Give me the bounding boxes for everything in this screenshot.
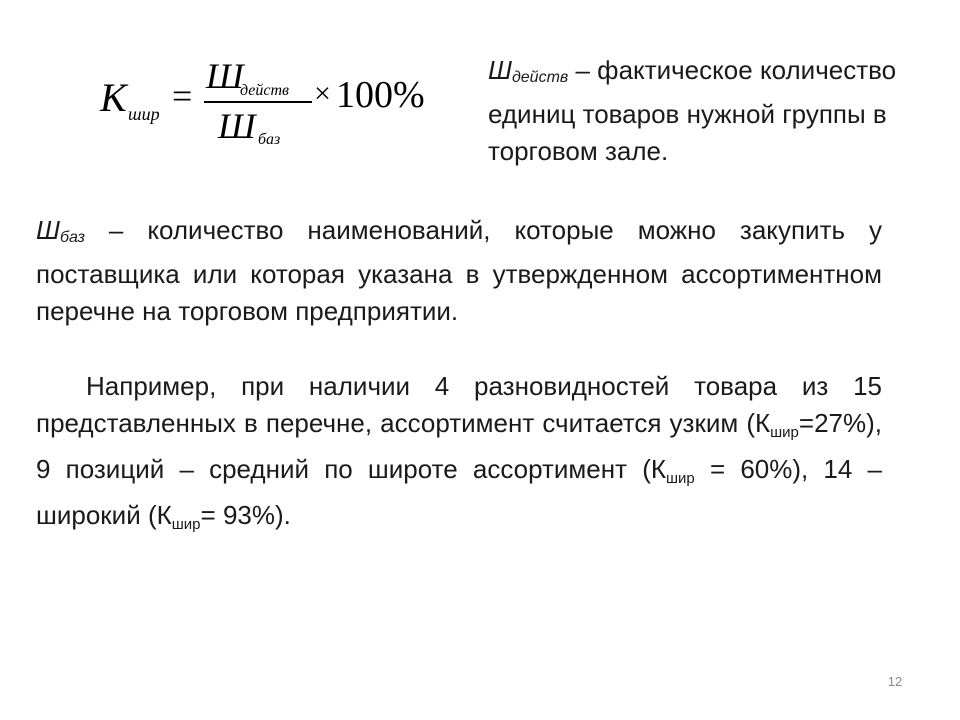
definition-symbol-subscript: баз: [59, 229, 85, 246]
formula-denominator: Ш: [218, 106, 256, 146]
width-coefficient-formula: [100, 58, 430, 158]
example-text-2: =27%), 9 позиций – средний по широте ассортимент (К: [36, 408, 882, 484]
definition-text: – количество наименований, которые можно закупить у поставщика или которая указана в утвержденном ассортиментном перечне на торговом предприятии.: [36, 215, 882, 326]
definition-symbol: Ш: [488, 55, 512, 85]
fraction-bar: [204, 101, 312, 103]
formula-numerator-subscript: действ: [240, 82, 289, 99]
page-number: 12: [887, 674, 903, 689]
formula-times: ×: [314, 77, 331, 110]
example-text-4: = 93%).: [200, 500, 291, 530]
example-subscript-3: шир: [171, 516, 201, 533]
example-text-3: = 60%), 14 – широкий (К: [36, 454, 882, 530]
formula-lhs-subscript: шир: [128, 104, 160, 124]
example-text-1: Например, при наличии 4 разновидностей товара из 15 представленных в перечне, ассортимент считается узким (К: [36, 371, 882, 438]
definition-actual-count: [488, 52, 908, 170]
formula-percent: 100%: [336, 74, 425, 116]
example-subscript-2: шир: [666, 470, 695, 487]
definition-base-count: [36, 212, 882, 330]
formula-numerator: Ш: [206, 56, 244, 96]
formula-lhs: К: [100, 75, 127, 120]
definition-text: – фактическое количество единиц товаров нужной группы в торговом зале.: [488, 55, 897, 166]
definition-symbol-subscript: действ: [511, 69, 569, 86]
example-paragraph: [36, 368, 882, 543]
example-subscript-1: шир: [770, 424, 799, 441]
formula-equals: =: [172, 76, 193, 116]
definition-symbol: Ш: [36, 215, 60, 245]
formula-denominator-subscript: баз: [258, 131, 281, 148]
